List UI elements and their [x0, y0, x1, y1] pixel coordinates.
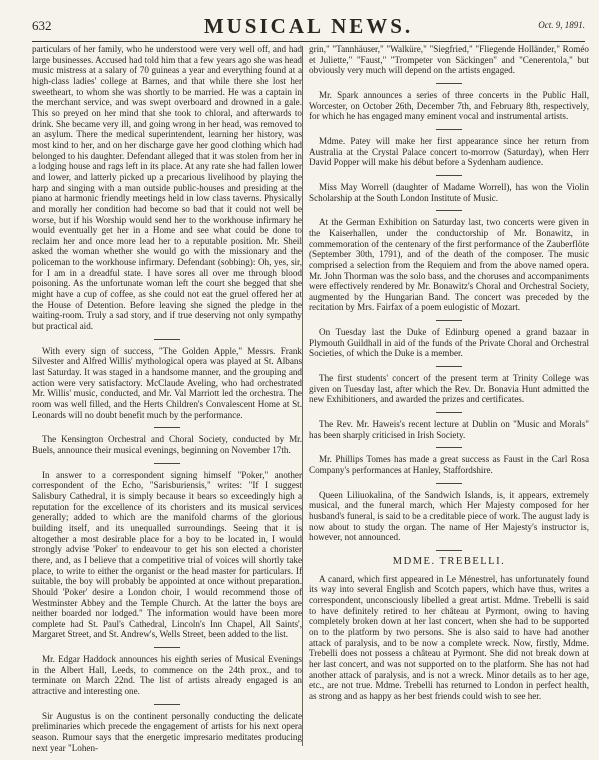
article-paragraph: The Rev. Mr. Haweis's recent lecture at Dublin on "Music and Morals" has been sharply criticised in Irish Society.: [309, 419, 589, 440]
separator-rule: [436, 175, 462, 176]
article-paragraph: Miss May Worrell (daughter of Madame Worrell), has won the Violin Scholarship at the South London Institute of Music.: [309, 181, 589, 203]
separator-rule: [436, 83, 462, 84]
left-column: [32, 44, 302, 756]
article-paragraph: Mr. Spark announces a series of three concerts in the Public Hall, Worcester, on October 26th, December 7th, and February 8th, respectively, for which he has engaged many eminent vocal and instrumental artists.: [309, 89, 589, 122]
article-paragraph: Sir Augustus is on the continent personally conducting the delicate preliminaries which precede the engagement of artists for his next opera season. Rumour says that the energetic impresario meditates producing next year "Lohen-: [32, 710, 302, 753]
article-paragraph: With every sign of success, "The Golden Apple," Messrs. Frank Silvester and Alfred Willis' mythological opera was played at St. Albans last Saturday. It was staged in a handsome manner, and the grouping and action were very satisfactory. McClaude Aveling, who had orchestrated Mr. Willis' music, conducted, and Mr. Val Marriott led the orchestra. The room was well filled, and the Herts Children's Convalescent Home at St. Leonards will no doubt benefit much by the performance.: [32, 345, 302, 420]
separator-rule: [436, 129, 462, 130]
header-rule: [32, 41, 585, 42]
issue-date: Oct. 9, 1891.: [538, 20, 585, 30]
separator-rule: [436, 320, 462, 321]
separator-rule: [436, 447, 462, 448]
article-paragraph: grin," "Tannhäuser," "Walküre," "Siegfried," "Fliegende Holländer," Roméo et Juliette," "Faust," "Trompeter von Säckingen" and "Cenerentola," but obviously very much will depend on the artists engaged.: [309, 44, 589, 76]
separator-rule: [436, 483, 462, 484]
article-paragraph: particulars of her family, who he understood were very well off, and had large businesses. Accused had told him that a few years ago she was head music mistress at a salary of 70 guineas a year and everything found at a high-class ladies' college at Barnes, and that while there she lost her sweetheart, to whom she was shortly to be married. He was a captain in the merchant service, and was swept overboard and drowned in a gale. This so preyed on her mind that she took to chloral, and afterwards to drink. She became very ill, and going wrong in her head, was removed to an asylum. There the medical superintendent, learning her history, was most kind to her, and on her discharge gave her good clothing which had belonged to his daughter. Defendant alleged that it was stolen from her in a lodging house and rags left in its place. At any rate she had fallen lower and lower, and latterly picked up a precarious livelihood by playing the harp and singing with a man outside public-houses and presiding at the piano at harmonic friendly meetings held in low class taverns. Physically and morally her condition had become so bad that it could not well be worse, but if his Worship would send her to the workhouse infirmary he would eventually get her in a Home and see what could be done to reclaim her and once more lead her to a reputable position. Mr. Sheil asked the woman whether she would go with the missionary and the policeman to the workhouse infirmary. Defendant (sobbing): Oh, yes, sir, for I am in a dreadful state. I have sores all over me through blood poisoning. As the unfortunate woman left the court she begged that she might have a cup of coffee, as she could not eat the gruel offered her at the House of Detention. Before leaving she signed the pledge in the waiting-room. Truly a sad story, and if true deserving not only sympathy but practical aid.: [32, 44, 302, 332]
article-paragraph: Mr. Edgar Haddock announces his eighth series of Musical Evenings in the Albert Hall, Leeds, to commence on the 24th prox., and to terminate on March 22nd. The list of artists already engaged is an attractive and interesting one.: [32, 654, 302, 697]
separator-rule: [154, 647, 180, 648]
page-number: 632: [32, 18, 52, 33]
article-paragraph: In answer to a correspondent signing himself "Poker," another correspondent of the Echo, "Sarisburiensis," writes: "If I suggest Salisbury Cathedral, it is simply because it bears so exceedingly high a reputation for the excellence of its choristers and its musical services generally; added to which are the manifold charms of the glorious building itself, and its unequalled surroundings. Seeing that it is altogether a most desirable place for a boy to be located in, I would strongly advise 'Poker' to endeavour to get his son elected a chorister there, and, as I believe that a competitive trial of voices will shortly take place, to write to either the organist or the head master for particulars. If suitable, the boy will probably be appointed at once without preparation. Should 'Poker' desire a London choir, I would recommend those of Westminster Abbey and the Temple Church. At the latter the boys are neither boarded nor lodged." The information would have been more complete had St. Paul's Cathedral, Lincoln's Inn Chapel, All Saints', Margaret Street, and St. Andrew's, Wells Street, been added to the list.: [32, 469, 302, 640]
separator-rule: [436, 550, 462, 551]
section-heading: MDME. TREBELLI.: [392, 555, 506, 567]
article-paragraph: Queen Liliuokalina, of the Sandwich Islands, is, it appears, extremely musical, and the funeral march, which Her Majesty composed for her husband's funeral, is said to be a creditable piece of work. The august lady is now about to study the organ. The name of Her Majesty's instructor is, however, not announced.: [309, 489, 589, 543]
article-paragraph: A canard, which first appeared in Le Ménestrel, has unfortunately found its way into several English and Scotch papers, which have thus, writes a correspondent, unconsciously libelled a great artist. Mdme. Trebelli is said to have definitely retired to her château at Pyrmont, owing to having completely broken down at her last concert, when she had to be supported on to the platform by two persons. She is also said to have had another attack of paralysis, and to be now a complete wreck. Now, firstly, Mdme. Trebelli does not possess a château at Pyrmont. She did not break down at her last concert, and was not supported on to the platform. She has not had another attack of paralysis, and is not a wreck. Minor details as to her age, etc., are not true. Mdme. Trebelli has returned to London in perfect health, as strong and as happy as her best friends could wish to see her.: [309, 573, 589, 701]
article-paragraph: On Tuesday last the Duke of Edinburg opened a grand bazaar in Plymouth Guildhall in aid of the funds of the Private Choral and Orchestral Societies, of which the Duke is a member.: [309, 327, 589, 359]
column-divider: [302, 46, 303, 746]
article-paragraph: Mdme. Patey will make her first appearance since her return from Australia at the Crystal Palace concert to-morrow (Saturday), when Herr David Popper will make his début before a Sydenham audience.: [309, 135, 589, 168]
right-column: [309, 44, 589, 756]
page-header: [32, 12, 585, 40]
masthead-title: MUSICAL NEWS.: [203, 14, 414, 38]
article-paragraph: At the German Exhibition on Saturday last, two concerts were given in the Kaiserhallen, under the conductorship of Mr. Bonawitz, in commemoration of the centenary of the first performance of the Zauberflöte (September 30th, 1791), and of the death of the composer. The music comprised a selection from the Requiem and from the above named opera. Mr. John Thorman was the solo bass, and the choruses and accompaniments were effectively rendered by Mr. Bonawitz's Choral and Orchestral Society, augmented by the Hungarian Band. The concert was preceded by the recitation by Mrs. Fairfax of a poem eulogistic of Mozart.: [309, 217, 589, 313]
separator-rule: [436, 366, 462, 367]
article-paragraph: The first students' concert of the present term at Trinity College was given on Tuesday last, after which the Rev. Dr. Bonavia Hunt admitted the new Exhibitioners, and awarded the prizes and certificates.: [309, 373, 589, 405]
separator-rule: [154, 339, 180, 340]
separator-rule: [436, 412, 462, 413]
separator-rule: [436, 210, 462, 211]
article-paragraph: The Kensington Orchestral and Choral Society, conducted by Mr. Buels, announce their musical evenings, beginning on November 17th.: [32, 434, 302, 455]
separator-rule: [154, 427, 180, 428]
separator-rule: [154, 463, 180, 464]
separator-rule: [154, 704, 180, 705]
article-paragraph: Mr. Phillips Tomes has made a great success as Faust in the Carl Rosa Company's performances at Hanley, Staffordshire.: [309, 454, 589, 476]
